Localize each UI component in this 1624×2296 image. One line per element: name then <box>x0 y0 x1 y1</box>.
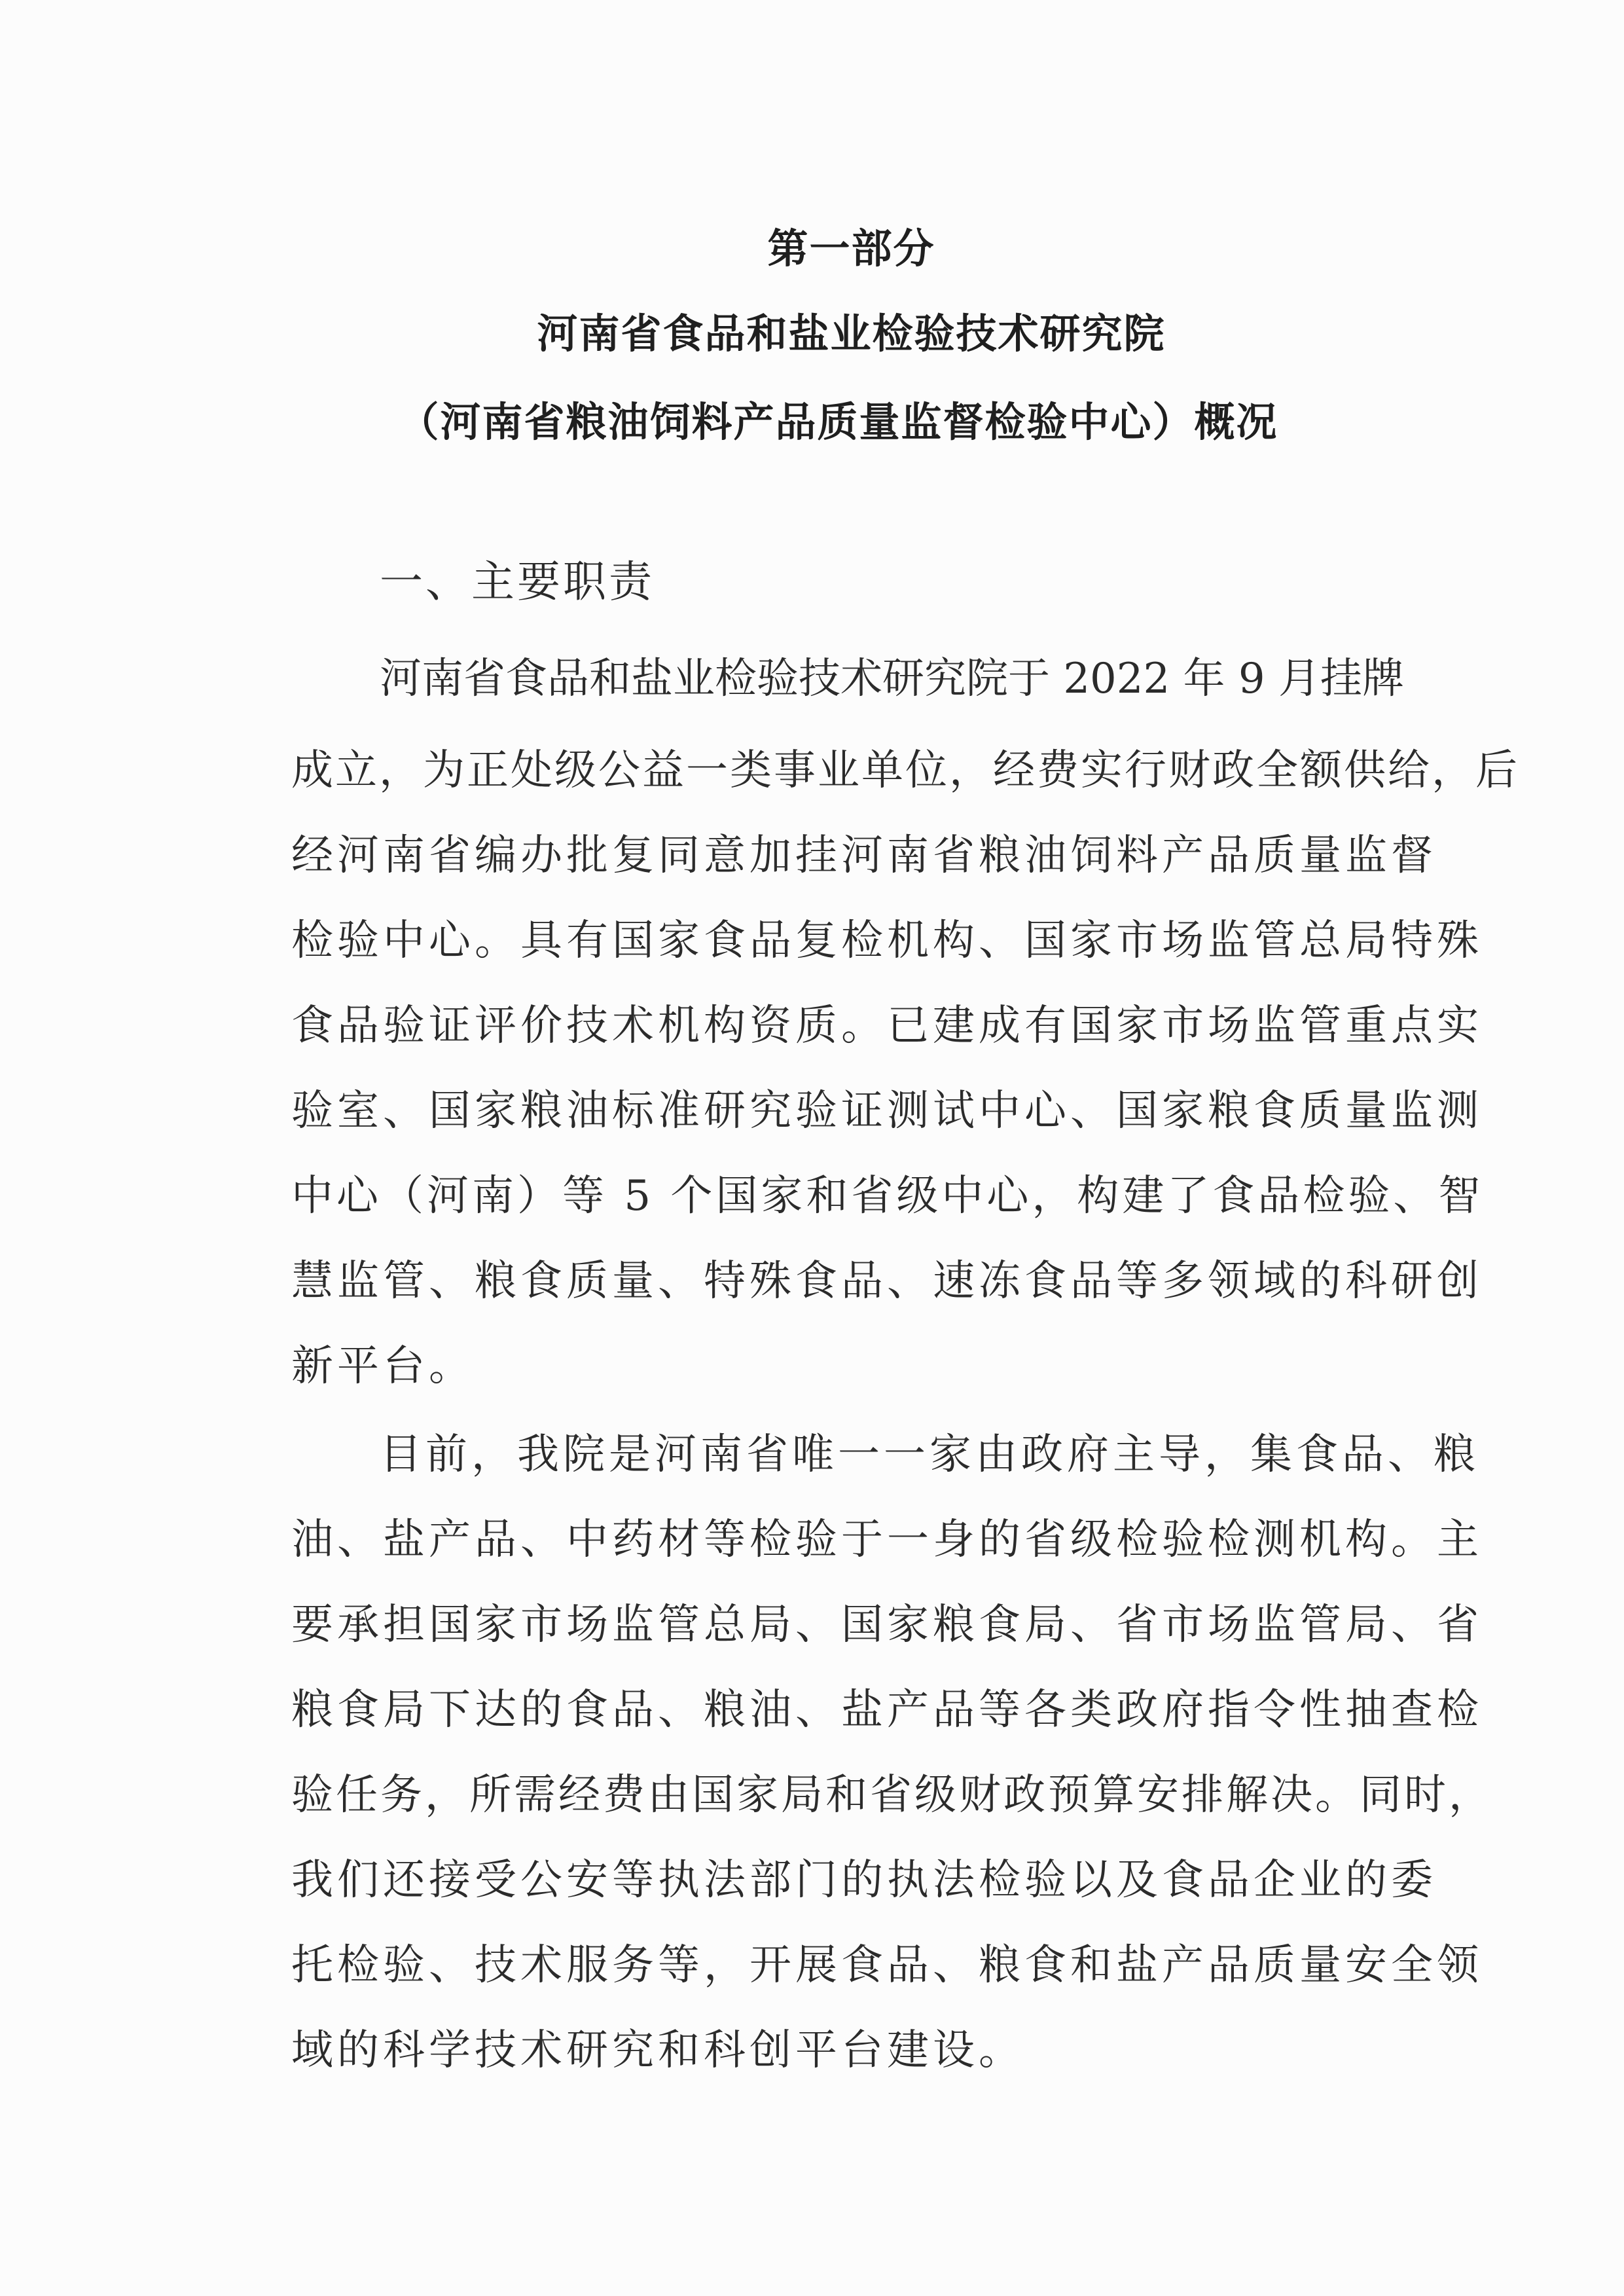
paragraph-line: 慧监管、粮食质量、特殊食品、速冻食品等多领域的科研创 <box>291 1257 1483 1305</box>
paragraph-line: 目前，我院是河南省唯一一家由政府主导，集食品、粮 <box>380 1430 1479 1479</box>
paragraph-line: 验任务，所需经费由国家局和省级财政预算安排解决。同时， <box>291 1771 1493 1819</box>
paragraph-line: 托检验、技术服务等，开展食品、粮食和盐产品质量安全领 <box>291 1941 1483 1990</box>
paragraph-line: 粮食局下达的食品、粮油、盐产品等各类政府指令性抽查检 <box>291 1686 1483 1734</box>
paragraph-line: 中心（河南）等 5 个国家和省级中心，构建了食品检验、智 <box>291 1172 1484 1220</box>
institute-title: 河南省食品和盐业检验技术研究院 <box>537 310 1166 357</box>
paragraph-line: 新平台。 <box>291 1342 475 1391</box>
paragraph-line: 成立，为正处级公益一类事业单位，经费实行财政全额供给，后 <box>291 746 1519 795</box>
paragraph-line: 我们还接受公安等执法部门的执法检验以及食品企业的委 <box>291 1856 1437 1904</box>
center-subtitle: （河南省粮油饲料产品质量监督检验中心）概况 <box>398 398 1278 446</box>
paragraph-line: 域的科学技术研究和科创平台建设。 <box>291 2026 1024 2075</box>
paragraph-line: 油、盐产品、中药材等检验于一身的省级检验检测机构。主 <box>291 1516 1483 1564</box>
paragraph-line: 检验中心。具有国家食品复检机构、国家市场监管总局特殊 <box>291 917 1483 965</box>
paragraph-line: 要承担国家市场监管总局、国家粮食局、省市场监管局、省 <box>291 1601 1483 1649</box>
paragraph-line: 验室、国家粮油标准研究验证测试中心、国家粮食质量监测 <box>291 1087 1483 1135</box>
paragraph-line: 经河南省编办批复同意加挂河南省粮油饲料产品质量监督 <box>291 831 1437 880</box>
paragraph-line: 河南省食品和盐业检验技术研究院于 2022 年 9 月挂牌 <box>380 655 1404 703</box>
paragraph-line: 食品验证评价技术机构资质。已建成有国家市场监管重点实 <box>291 1002 1483 1050</box>
section-heading: 一、主要职责 <box>380 556 655 607</box>
part-title: 第一部分 <box>767 225 935 272</box>
